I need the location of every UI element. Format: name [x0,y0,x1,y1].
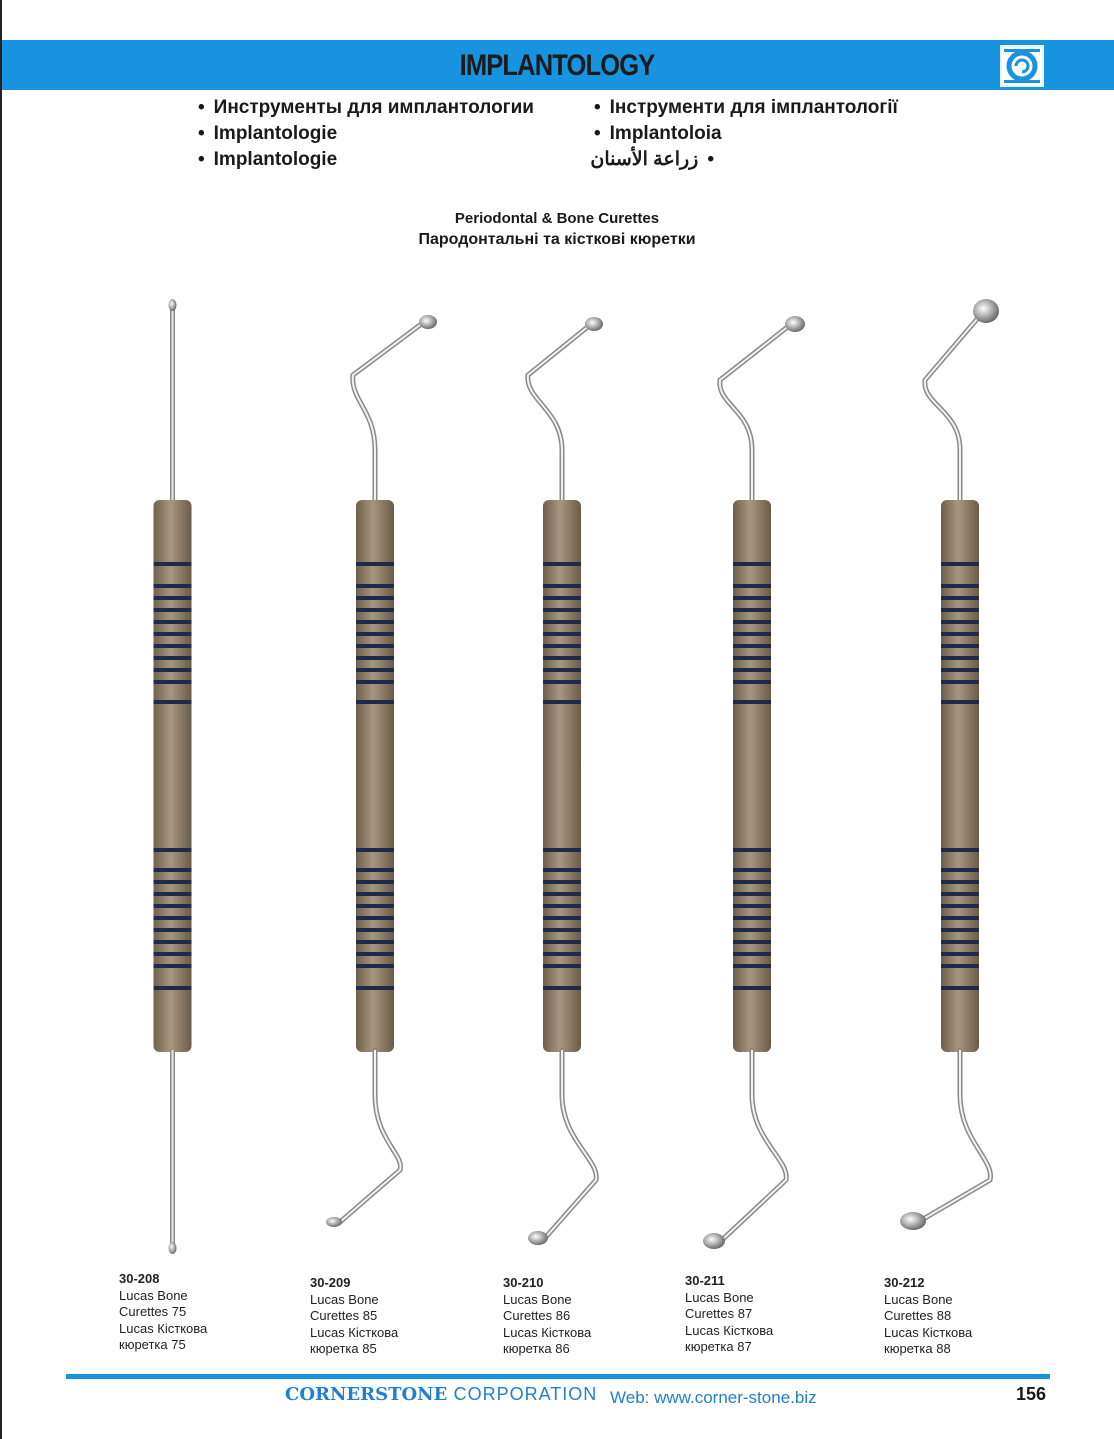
section-title-en: Periodontal & Bone Curettes [454,210,660,227]
product-name-uk: Lucas Кісткова [884,1324,973,1340]
footer-brand-rest: CORPORATION [453,1384,598,1404]
language-item: • Інструменти для імплантології [594,95,898,121]
footer-website: Web: www.corner-stone.biz [610,1388,817,1407]
product-name-en: Curettes 88 [884,1308,952,1323]
product-name-en: Lucas Bone [119,1287,188,1303]
product-name-uk: кюретка 86 [503,1341,570,1356]
footer-brand [285,1384,597,1405]
product-code: 30-212 [884,1275,925,1290]
product-caption-30-208 [119,1271,207,1354]
product-name-en: Lucas Bone [884,1291,953,1307]
page-number: 156 [1016,1384,1047,1404]
product-code: 30-211 [685,1273,725,1288]
curette-30-210 [528,317,603,1245]
curette-30-211 [703,316,805,1249]
product-name-en: Lucas Bone [685,1289,754,1305]
product-name-uk: Lucas Кісткова [119,1320,208,1336]
product-name-en: Lucas Bone [310,1291,379,1307]
product-name-uk: кюретка 85 [310,1341,377,1356]
product-caption-30-209 [310,1275,398,1358]
language-item-arabic: • زراعة الأسنان [594,147,714,173]
language-item: • Инструменты для имплантологии [198,95,534,121]
language-item: • Implantologie [198,147,534,173]
footer-divider [66,1374,1050,1379]
footer-brand-bold: CORNERSTONE [285,1384,448,1405]
product-name-uk: кюретка 87 [685,1339,752,1354]
product-code: 30-210 [503,1275,544,1290]
product-code: 30-209 [310,1275,351,1290]
curette-30-209 [326,315,437,1227]
product-name-uk: Lucas Кісткова [685,1322,774,1338]
product-name-en: Curettes 87 [685,1306,753,1321]
curette-30-208 [154,299,192,1254]
language-item: • Implantoloia [594,121,898,147]
language-item: • Implantologie [198,121,534,147]
page-title: IMPLANTOLOGY [459,49,655,82]
section-title-uk: Пародонтальні та кісткові кюретки [418,231,696,248]
product-name-en: Curettes 86 [503,1308,571,1323]
product-name-uk: кюретка 88 [884,1341,951,1356]
product-code: 30-208 [119,1271,160,1286]
product-name-en: Lucas Bone [503,1291,572,1307]
product-name-en: Curettes 85 [310,1308,378,1323]
product-caption-30-211 [685,1273,773,1356]
product-name-uk: кюретка 75 [119,1337,186,1352]
product-caption-30-210 [503,1275,591,1358]
product-name-en: Curettes 75 [119,1304,187,1319]
product-name-uk: Lucas Кісткова [503,1324,592,1340]
curette-30-212 [900,299,999,1230]
product-caption-30-212 [884,1275,972,1358]
product-name-uk: Lucas Кісткова [310,1324,399,1340]
